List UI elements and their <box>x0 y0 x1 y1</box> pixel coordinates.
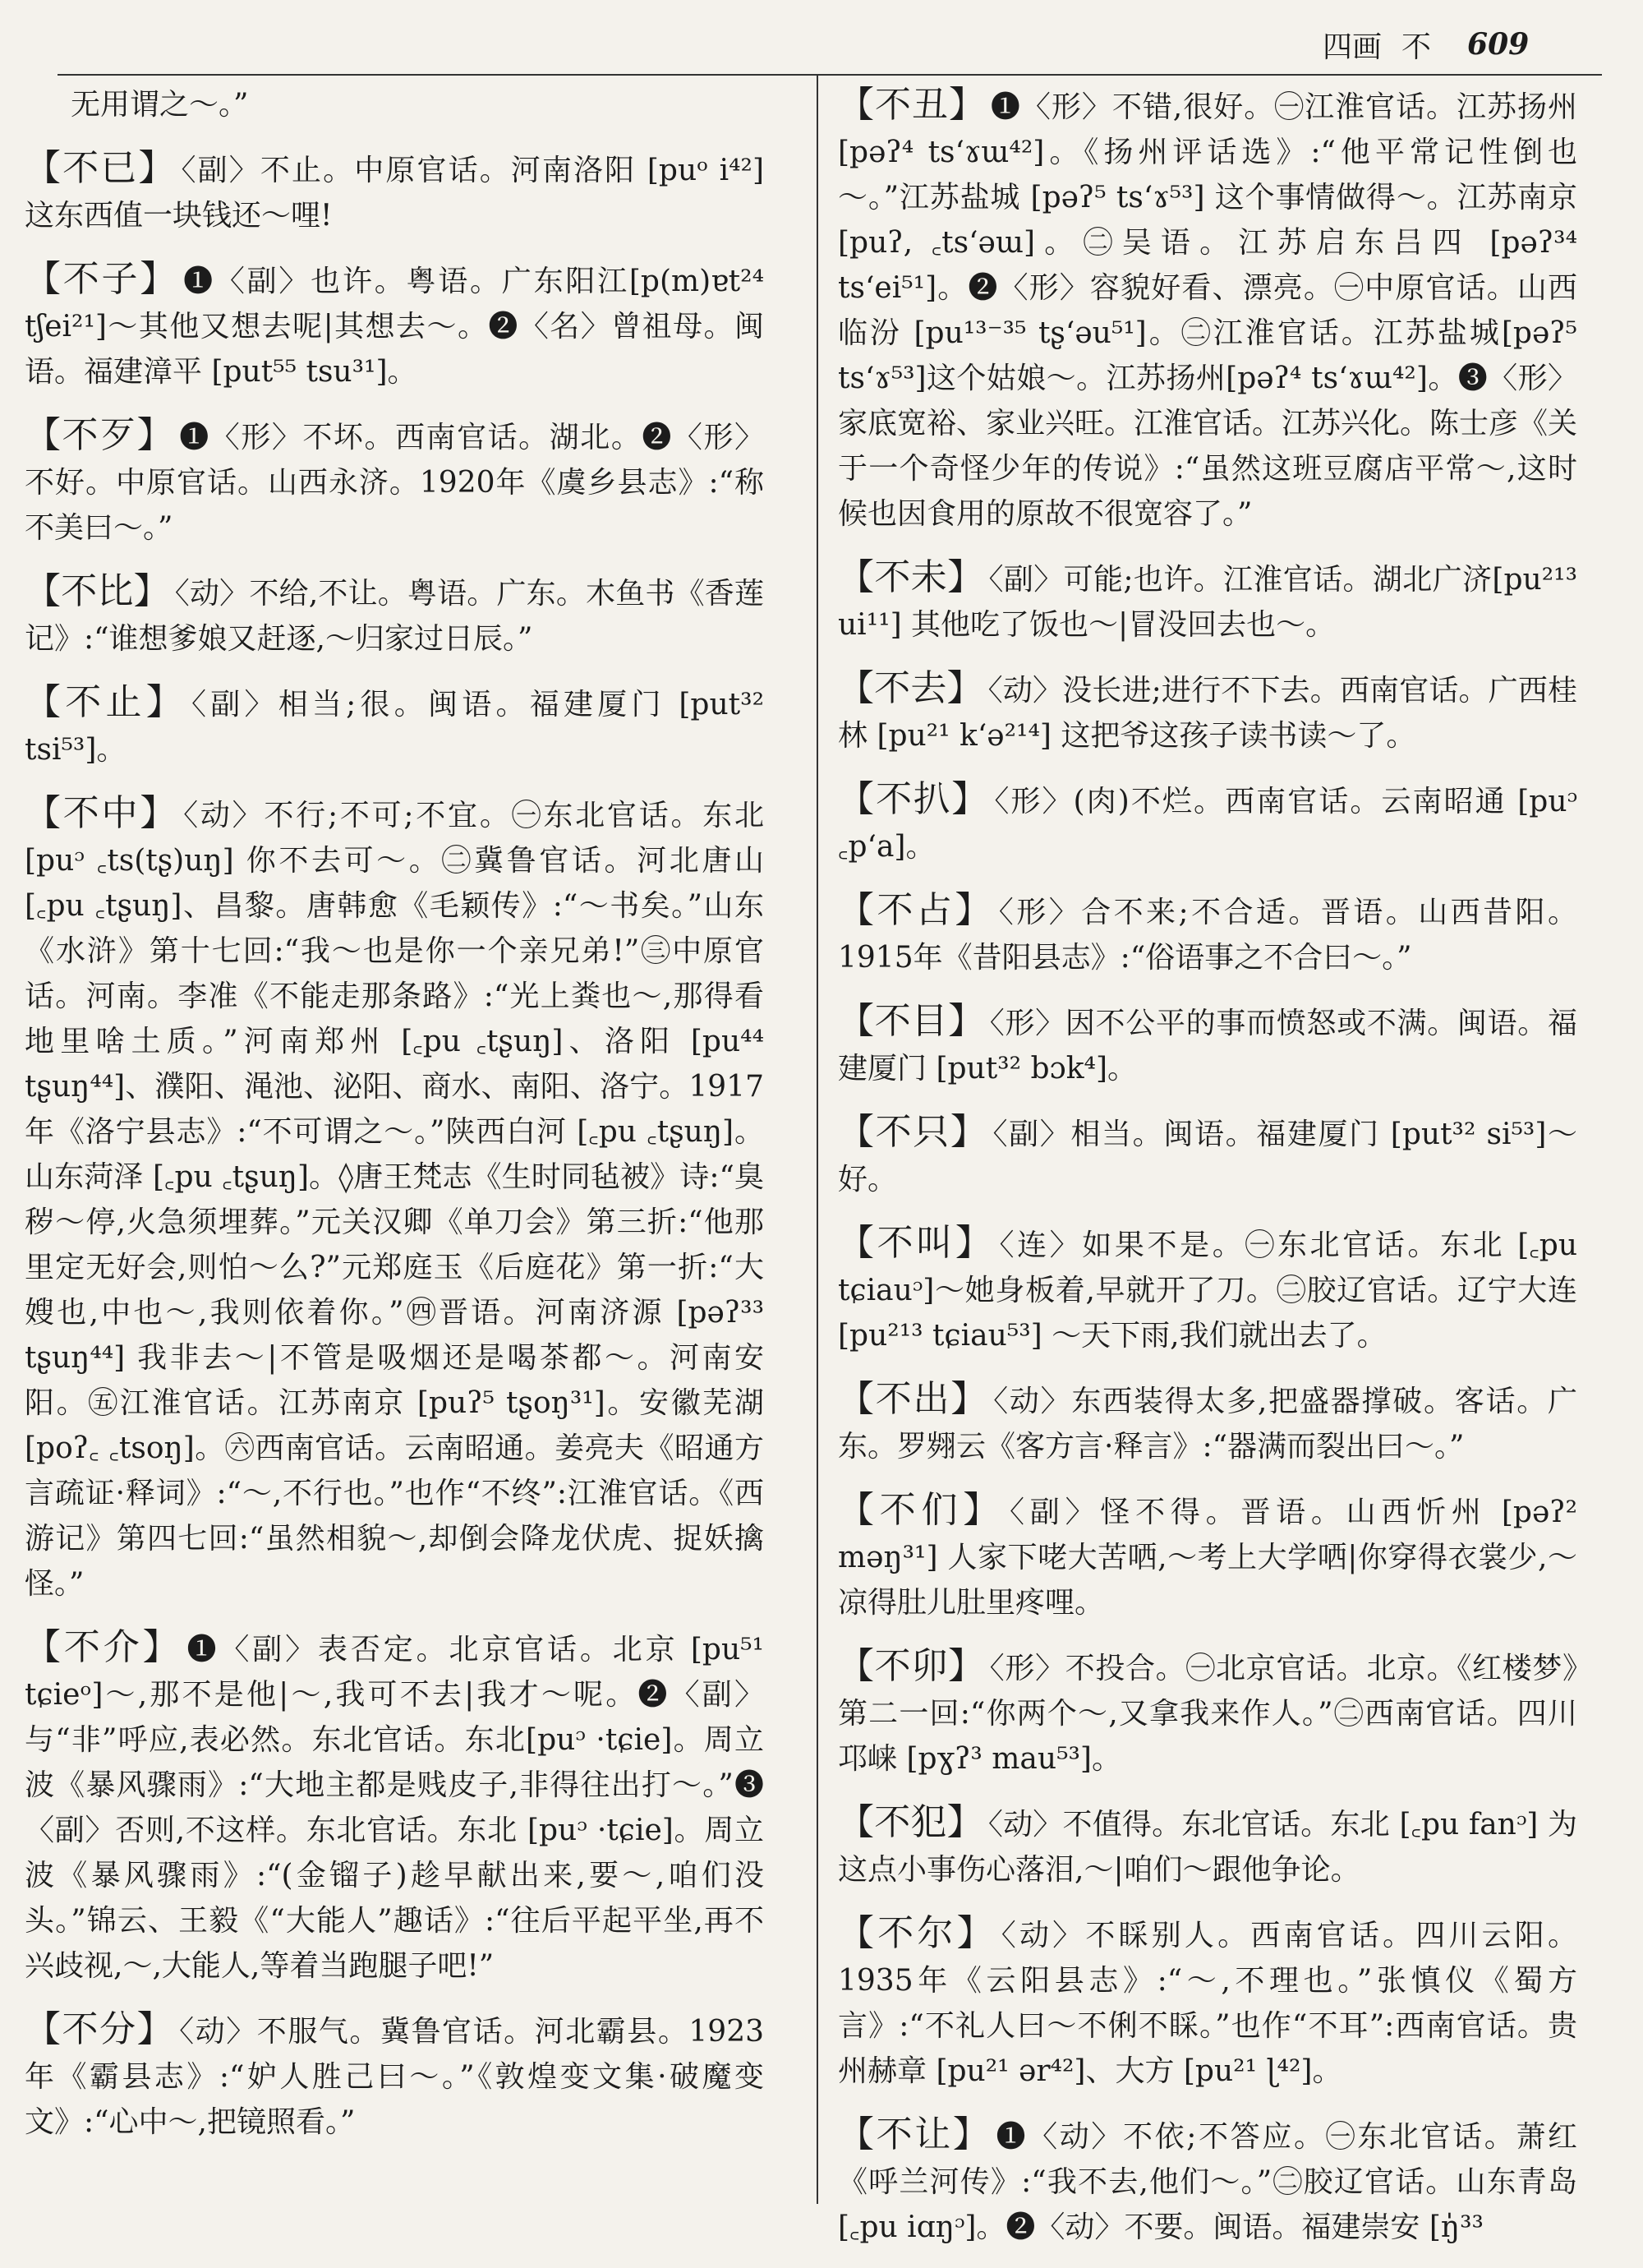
entry-text: ❶〈副〉表否定。北京官话。北京 [pu⁵¹ tɕieᵒ]～,那不是他|～,我可不去|我才～呢。❷〈副〉与“非”呼应,表必然。东北官话。东北[puᵓ ·tɕie]。周立波《暴风骤雨》:“大地主都是贱皮子,非得往出打～。”❸〈副〉否则,不这样。东北官话。东北 [puᵓ ·tɕie]。周立波《暴风骤雨》:“(金镏子)趁早献出来,要～,咱们没头。”锦云、王毅《“大能人”趣话》:“往后平起平坐,再不兴歧视,～,大能人,等着当跑腿子吧!” <box>25 1633 764 1983</box>
entry-text: 〈副〉相当;很。闽语。福建厦门 [put³² tsi⁵³]。 <box>25 688 764 767</box>
entry-headword: 【不止】 <box>25 681 186 723</box>
entry-text: 〈连〉如果不是。㊀东北官话。东北 [꜀pu tɕiauᵓ]～她身板着,早就开了刀。㊁胶辽官话。辽宁大连 [pu²¹³ tɕiau⁵³] ～天下雨,我们就出去了。 <box>838 1228 1578 1353</box>
dict-entry <box>25 680 764 772</box>
column-divider <box>817 76 818 2204</box>
entry-text: 〈动〉东西装得太多,把盛器撑破。客话。广东。罗翙云《客方言·释言》:“器满而裂出曰～。” <box>838 1385 1578 1464</box>
dict-entry <box>838 1800 1577 1892</box>
page-header <box>1323 20 1618 69</box>
dict-entry <box>838 998 1577 1091</box>
dict-entry <box>25 145 764 238</box>
dict-entry <box>838 1911 1577 2094</box>
dict-entry <box>25 2007 764 2145</box>
entry-text: 〈副〉不止。中原官话。河南洛阳 [puᵒ i⁴²] 这东西值一块钱还～哩! <box>25 154 764 233</box>
dict-entry <box>838 1643 1577 1782</box>
dict-entry <box>838 555 1577 648</box>
entry-text: ❶〈形〉不错,很好。㊀江淮官话。江苏扬州 [pəʔ⁴ tsʻɤɯ⁴²]。《扬州评话选》:“他平常记性倒也～。”江苏盐城 [pəʔ⁵ tsʻɤ⁵³] 这个事情做得～。江苏南京 [puʔ, ꜀tsʻəɯ]。㊁吴语。江苏启东吕四 [pəʔ³⁴ tsʻei⁵¹]。❷〈形〉容貌好看、漂亮。㊀中原官话。山西临汾 [pu¹³⁻³⁵ tʂʻəu⁵¹]。㊁江淮官话。江苏盐城[pəʔ⁵ tsʻɤ⁵³]这个姑娘～。江苏扬州[pəʔ⁴ tsʻɤɯ⁴²]。❸〈形〉家底宽裕、家业兴旺。江淮官话。江苏兴化。陈士彦《关于一个奇怪少年的传说》:“虽然这班豆腐店平常～,这时候也因食用的原故不很宽容了。” <box>838 90 1578 531</box>
dict-entry <box>838 1220 1577 1358</box>
dict-entry <box>838 82 1577 537</box>
entry-text: 〈副〉可能;也许。江淮官话。湖北广济[pu²¹³ ui¹¹] 其他吃了饭也～|冒没回去也～。 <box>838 563 1578 642</box>
page-number: 609 <box>1467 27 1530 62</box>
entry-headword: 【不已】 <box>25 147 177 189</box>
entry-text: 〈动〉不服气。冀鲁官话。河北霸县。1923年《霸县志》:“妒人胜己曰～。”《敦煌变文集·破魔变文》:“心中～,把镜照看。” <box>25 2015 764 2139</box>
right-column <box>838 82 1577 2268</box>
entry-headword: 【不让】 <box>838 2114 992 2155</box>
entry-headword: 【不中】 <box>25 792 179 834</box>
entry-headword: 【不卯】 <box>838 1645 985 1687</box>
entry-text: 〈形〉(肉)不烂。西南官话。云南昭通 [puᵓ ꜀pʻa]。 <box>838 785 1578 864</box>
header-rule <box>58 74 1602 76</box>
entry-headword: 【不犯】 <box>838 1801 983 1843</box>
entry-headword: 【不未】 <box>838 556 984 598</box>
entry-headword: 【不比】 <box>25 570 170 612</box>
entry-headword: 【不去】 <box>838 667 983 709</box>
entry-headword: 【不目】 <box>838 1000 985 1042</box>
entry-text: 〈动〉没长进;进行不下去。西南官话。广西桂林 [pu²¹ kʻə²¹⁴] 这把爷这孩子读书读～了。 <box>838 674 1578 753</box>
entry-text: ❶〈副〉也许。粤语。广东阳江[p(m)ɐt²⁴ tʃei²¹]～其他又想去呢|其想去～。❷〈名〉曾祖母。闽语。福建漳平 [put⁵⁵ tsu³¹]。 <box>25 265 764 389</box>
entry-headword: 【不出】 <box>838 1378 989 1420</box>
dict-entry <box>838 1376 1577 1469</box>
entry-text: 〈形〉合不来;不合适。晋语。山西昔阳。1915年《昔阳县志》:“俗语事之不合曰～。” <box>838 896 1577 975</box>
dict-entry <box>838 777 1577 869</box>
dict-entry <box>25 569 764 662</box>
dict-entry <box>838 887 1577 980</box>
entry-headword: 【不只】 <box>838 1111 988 1153</box>
dict-entry <box>838 1109 1577 1202</box>
entry-text: 〈动〉不行;不可;不宜。㊀东北官话。东北 [puᵓ ꜀ts(tʂ)uŋ] 你不去可～。㊁冀鲁官话。河北唐山[꜀pu ꜀tʂuŋ]、昌黎。唐韩愈《毛颖传》:“～书矣。”山东《水浒》第十七回:“我～也是你一个亲兄弟!”㊂中原官话。河南。李准《不能走那条路》:“光上粪也～,那得看地里啥土质。”河南郑州 [꜀pu ꜀tʂuŋ]、洛阳 [pu⁴⁴ tʂuŋ⁴⁴]、濮阳、渑池、泌阳、商水、南阳、洛宁。1917年《洛宁县志》:“不可谓之～。”陕西白河 [꜀pu ꜀tʂuŋ]。山东菏泽 [꜀pu ꜀tʂuŋ]。◊唐王梵志《生时同毡被》诗:“臭秽～停,火急须埋葬。”元关汉卿《单刀会》第三折:“他那里定无好会,则怕～么?”元郑庭玉《后庭花》第一折:“大嫂也,中也～,我则依着你。”㊃晋语。河南济源 [pəʔ³³ tʂuŋ⁴⁴] 我非去～|不管是吸烟还是喝茶都～。河南安阳。㊄江淮官话。江苏南京 [puʔ⁵ tʂoŋ³¹]。安徽芜湖[poʔ꜀ ꜀tsoŋ]。㊅西南官话。云南昭通。姜亮夫《昭通方言疏证·释词》:“～,不行也。”也作“不终”:江淮官话。《西游记》第四七回:“虽然相貌～,却倒会降龙伏虎、捉妖擒怪。” <box>25 799 765 1601</box>
entry-headword: 【不扒】 <box>838 778 990 820</box>
entry-text: ❶〈动〉不依;不答应。㊀东北官话。萧红《呼兰河传》:“我不去,他们～。”㊁胶辽官话。山东青岛 [꜀pu iɑŋᵓ]。❷〈动〉不要。闽语。福建崇安 [ŋ̍³³ <box>838 2120 1577 2244</box>
entry-text: 〈副〉相当。闽语。福建厦门 [put³² si⁵³]～好。 <box>838 1118 1578 1196</box>
entry-headword: 【不歹】 <box>25 414 175 456</box>
dict-entry <box>25 256 764 394</box>
dict-entry <box>838 1487 1577 1625</box>
entry-text: 〈动〉不给,不让。粤语。广东。木鱼书《香莲记》:“谁想爹娘又赶逐,～归家过日辰。” <box>25 577 764 656</box>
entry-text: 〈副〉怪不得。晋语。山西忻州 [pəʔ² məŋ³¹] 人家下咾大苦哂,～考上大学哂|你穿得衣裳少,～凉得肚儿肚里疼哩。 <box>838 1496 1578 1620</box>
dict-entry <box>25 1625 764 1989</box>
dict-entry <box>25 82 764 127</box>
entry-headword: 【不占】 <box>838 889 994 931</box>
entry-headword: 【不们】 <box>838 1489 1006 1531</box>
entry-headword: 【不子】 <box>25 258 179 300</box>
entry-headword: 【不叫】 <box>838 1222 995 1264</box>
section-label: 四画 <box>1323 30 1383 64</box>
dict-entry <box>25 413 764 551</box>
header-char: 不 <box>1401 30 1432 64</box>
dict-entry <box>838 2112 1577 2250</box>
entry-headword: 【不介】 <box>25 1626 182 1668</box>
entry-headword: 【不丑】 <box>838 84 986 126</box>
dict-entry <box>25 791 764 1606</box>
entry-text: 〈形〉因不公平的事而愤怒或不满。闽语。福建厦门 [put³² bɔk⁴]。 <box>838 1007 1577 1086</box>
entry-text: 〈形〉不投合。㊀北京官话。北京。《红楼梦》第二一回:“你两个～,又拿我来作人。”㊁西南官话。四川邛崃 [pɣʔ³ mau⁵³]。 <box>838 1652 1577 1776</box>
entry-text: 无用谓之～。” <box>71 88 249 122</box>
entry-text: ❶〈形〉不坏。西南官话。湖北。❷〈形〉不好。中原官话。山西永济。1920年《虞乡县志》:“称不美曰～。” <box>25 421 764 545</box>
entry-text: 〈动〉不睬别人。西南官话。四川云阳。1935年《云阳县志》:“～,不理也。”张慎仪《蜀方言》:“不礼人曰～不俐不睬。”也作“不耳”:西南官话。贵州赫章 [pu²¹ ər⁴²]、大方 [pu²¹ ɭ⁴²]。 <box>838 1919 1577 2088</box>
left-column <box>25 82 764 2163</box>
entry-text: 〈动〉不值得。东北官话。东北 [꜀pu fanᵓ] 为这点小事伤心落泪,～|咱们～跟他争论。 <box>838 1808 1578 1887</box>
dict-entry <box>838 666 1577 758</box>
entry-headword: 【不尔】 <box>838 1912 996 1954</box>
entry-headword: 【不分】 <box>25 2008 175 2050</box>
